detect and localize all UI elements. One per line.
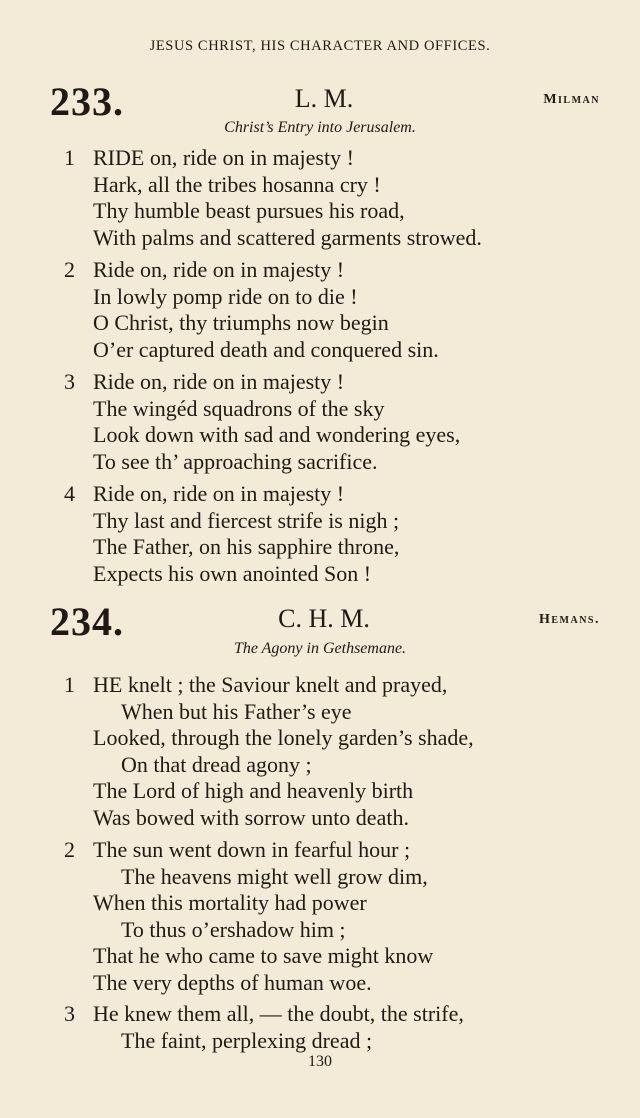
verse-number: 2 — [64, 837, 75, 862]
verse-line: O’er captured death and conquered sin. — [93, 336, 439, 362]
verse-line: He knew them all, — the doubt, the strife, — [93, 1001, 464, 1026]
page-number: 130 — [308, 1053, 332, 1070]
verse-line: Hark, all the tribes hosanna cry ! — [93, 171, 381, 197]
verse — [0, 257, 640, 363]
verse-number: 1 — [64, 145, 75, 170]
verse-line: When but his Father’s eye — [121, 698, 352, 724]
verse-line: The Father, on his sapphire throne, — [93, 534, 400, 559]
verse — [0, 369, 640, 475]
hymn-meter: C. H. M. — [278, 604, 370, 633]
verse-line: Ride on, ride on in majesty ! — [93, 481, 345, 506]
verse-line: Expects his own anointed Son ! — [93, 560, 372, 586]
verse-line: Thy humble beast pursues his road, — [93, 198, 405, 223]
verse-line: To thus o’ershadow him ; — [121, 916, 346, 942]
verse-number: 4 — [64, 481, 75, 506]
verse-line: Ride on, ride on in majesty ! — [93, 369, 345, 394]
verse-line: HE knelt ; the Saviour knelt and prayed, — [93, 672, 448, 697]
verse-line: To see th’ approaching sacrifice. — [93, 448, 378, 474]
verse-number: 3 — [64, 369, 75, 394]
verse-number: 3 — [64, 1001, 75, 1026]
verse-number: 1 — [64, 672, 75, 697]
verse-number: 2 — [64, 257, 75, 282]
verse-line: On that dread agony ; — [121, 751, 312, 777]
verse-line: The sun went down in fearful hour ; — [93, 837, 411, 862]
hymn-meter: L. M. — [294, 84, 354, 113]
verse-line: The wingéd squadrons of the sky — [93, 395, 385, 421]
verse-line: Ride on, ride on in majesty ! — [93, 257, 345, 282]
verse-line: In lowly pomp ride on to die ! — [93, 283, 358, 309]
verse — [0, 145, 640, 251]
hymn-title: Christ’s Entry into Jerusalem. — [224, 119, 416, 136]
hymn-234-heading — [0, 598, 640, 642]
hymn-title: The Agony in Gethsemane. — [233, 640, 407, 657]
verse-line: The heavens might well grow dim, — [121, 863, 428, 889]
verse — [0, 481, 640, 587]
verse-line: Was bowed with sorrow unto death. — [93, 804, 409, 830]
verse-line: With palms and scattered garments strowed. — [93, 224, 482, 250]
hymn-number: 234. — [50, 599, 124, 644]
verse-line: When this mortality had power — [93, 890, 367, 915]
hymn-author: Milman — [543, 92, 600, 107]
verse — [0, 837, 640, 996]
verse-line: RIDE on, ride on in majesty ! — [93, 145, 354, 170]
verse-line: The faint, perplexing dread ; — [121, 1027, 373, 1053]
verse-line: The Lord of high and heavenly birth — [93, 778, 414, 803]
hymn-number: 233. — [50, 79, 124, 124]
verse-line: Thy last and fiercest strife is nigh ; — [93, 507, 400, 533]
verse — [0, 672, 640, 831]
verse-line: Look down with sad and wondering eyes, — [93, 422, 461, 447]
verse-line: That he who came to save might know — [93, 943, 434, 968]
hymn-author: Hemans. — [538, 612, 600, 627]
verse — [0, 1001, 640, 1054]
hymn-233-heading — [0, 78, 640, 122]
verse-line: O Christ, thy triumphs now begin — [93, 310, 389, 335]
verse-line: Looked, through the lonely garden’s shade, — [93, 725, 474, 750]
running-head: JESUS CHRIST, HIS CHARACTER AND OFFICES. — [149, 38, 491, 54]
verse-line: The very depths of human woe. — [93, 969, 372, 995]
